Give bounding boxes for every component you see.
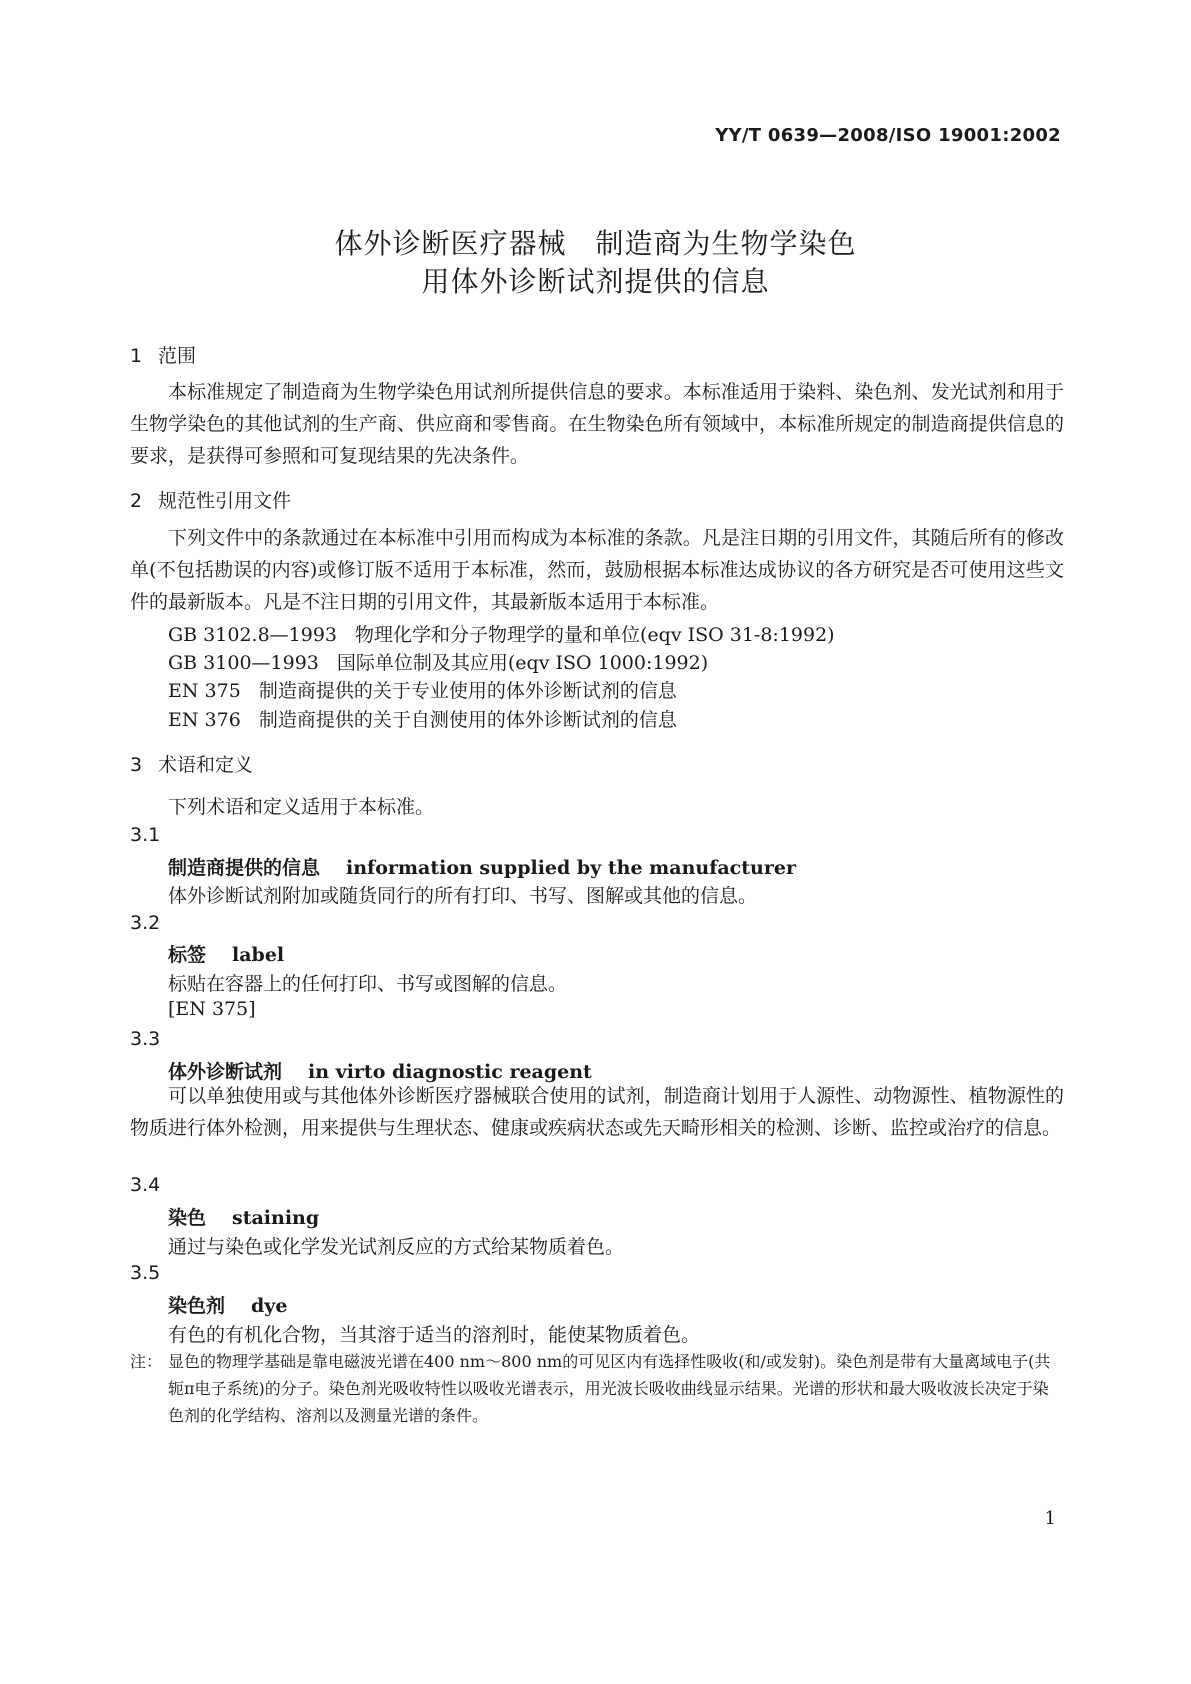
reference-code: GB 3102.8—1993 (168, 624, 338, 646)
term-number: 3.5 (130, 1262, 161, 1284)
term-definition: 通过与染色或化学发光试剂反应的方式给某物质着色。 (168, 1236, 625, 1258)
reference-item (168, 648, 708, 675)
term-chinese: 染色剂 (168, 1295, 226, 1317)
section-title: 规范性引用文件 (158, 490, 292, 512)
term-english: information supplied by the manufacturer (346, 857, 796, 879)
reference-title: 物理化学和分子物理学的量和单位(eqv ISO 31-8:1992) (355, 624, 835, 646)
section-number: 2 (130, 490, 143, 512)
terms-intro: 下列术语和定义适用于本标准。 (168, 796, 435, 818)
term-english: label (232, 944, 285, 966)
reference-item (168, 676, 677, 703)
term-entry (168, 1291, 287, 1318)
term-number: 3.2 (130, 912, 161, 934)
section-number: 1 (130, 345, 143, 367)
term-number: 3.3 (130, 1028, 161, 1050)
section-number: 3 (130, 754, 143, 776)
note-block (130, 1348, 1064, 1429)
term-chinese: 染色 (168, 1207, 207, 1229)
term-definition: 标贴在容器上的任何打印、书写或图解的信息。 (168, 973, 568, 995)
term-entry (168, 853, 796, 880)
scope-paragraph: 本标准规定了制造商为生物学染色用试剂所提供信息的要求。本标准适用于染料、染色剂、发光试剂和用于生物学染色的其他试剂的生产商、供应商和零售商。在生物染色所有领域中，本标准所规定的制造商提供信息的要求，是获得可参照和可复现结果的先决条件。 (130, 381, 1064, 467)
reference-item (168, 620, 835, 647)
reference-title: 制造商提供的关于专业使用的体外诊断试剂的信息 (258, 680, 677, 702)
term-number: 3.4 (130, 1174, 161, 1196)
term-definition: 可以单独使用或与其他体外诊断医疗器械联合使用的试剂，制造商计划用于人源性、动物源性、植物源性的物质进行体外检测，用来提供与生理状态、健康或疾病状态或先天畸形相关的检测、诊断、监控或治疗的信息。 (130, 1085, 1064, 1139)
reference-code: EN 376 (168, 709, 241, 731)
term-chinese: 制造商提供的信息 (168, 857, 321, 879)
reference-item (168, 705, 677, 732)
term-number: 3.1 (130, 824, 161, 846)
reference-code: EN 375 (168, 680, 241, 702)
section-heading-normative (130, 486, 291, 513)
reference-code: GB 3100—1993 (168, 652, 319, 674)
term-chinese: 体外诊断试剂 (168, 1061, 283, 1083)
document-title-line1: 体外诊断医疗器械 制造商为生物学染色 (334, 227, 857, 260)
term-english: dye (251, 1295, 288, 1317)
term-source: [EN 375] (168, 998, 256, 1020)
standard-code: YY/T 0639—2008/ISO 19001:2002 (715, 125, 1061, 146)
term-english: staining (232, 1207, 320, 1229)
section-title: 术语和定义 (158, 754, 254, 776)
term-chinese: 标签 (168, 944, 207, 966)
reference-title: 国际单位制及其应用(eqv ISO 1000:1992) (336, 652, 709, 674)
note-label: 注： (130, 1352, 163, 1371)
normative-paragraph: 下列文件中的条款通过在本标准中引用而构成为本标准的条款。凡是注日期的引用文件，其随后所有的修改单(不包括勘误的内容)或修订版不适用于本标准，然而，鼓励根据本标准达成协议的各方研究是否可使用这些文件的最新版本。凡是不注日期的引用文件，其最新版本适用于本标准。 (130, 527, 1064, 613)
term-definition: 有色的有机化合物，当其溶于适当的溶剂时，能使某物质着色。 (168, 1324, 701, 1346)
section-heading-scope (130, 341, 196, 368)
term-english: in virto diagnostic reagent (308, 1061, 592, 1083)
page-number: 1 (1044, 1508, 1056, 1529)
document-title-line2: 用体外诊断试剂提供的信息 (421, 265, 770, 298)
term-entry (168, 1203, 319, 1230)
section-heading-terms (130, 750, 253, 777)
section-title: 范围 (158, 345, 197, 367)
note-text: 显色的物理学基础是靠电磁波光谱在400 nm～800 nm的可见区内有选择性吸收(和/或发射)。染色剂是带有大量离域电子(共轭π电子系统)的分子。染色剂光吸收特性以吸收光谱表示，用光波长吸收曲线显示结果。光谱的形状和最大吸收波长决定于染色剂的化学结构、溶剂以及测量光谱的条件。 (168, 1352, 1051, 1425)
reference-title: 制造商提供的关于自测使用的体外诊断试剂的信息 (258, 709, 677, 731)
term-entry (168, 940, 284, 967)
term-definition: 体外诊断试剂附加或随货同行的所有打印、书写、图解或其他的信息。 (168, 885, 758, 907)
